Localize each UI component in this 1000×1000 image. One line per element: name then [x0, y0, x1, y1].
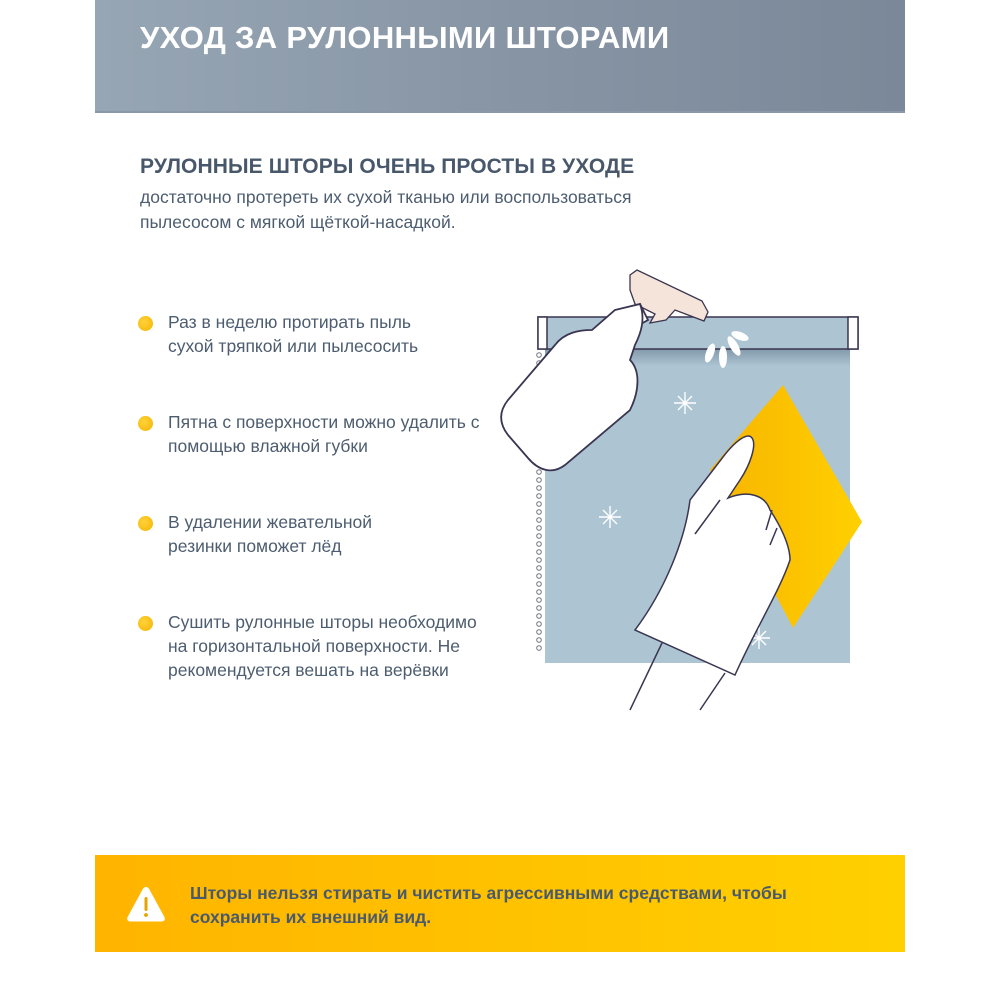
warning-triangle-icon: [126, 885, 166, 923]
bullet-dot-icon: [138, 416, 153, 431]
header-banner: [95, 0, 905, 113]
intro-title: РУЛОННЫЕ ШТОРЫ ОЧЕНЬ ПРОСТЫ В УХОДЕ: [140, 155, 635, 178]
warning-text: Шторы нельзя стирать и чистить агрессивными средствами, чтобы сохранить их внешний вид.: [190, 883, 787, 927]
list-item-text: В удалении жевательной резинки поможет лёд: [168, 512, 373, 556]
bullet-dot-icon: [138, 616, 153, 631]
page-title: УХОД ЗА РУЛОННЫМИ ШТОРАМИ: [140, 20, 670, 55]
warning-banner: [95, 855, 905, 952]
bullet-dot-icon: [138, 316, 153, 331]
list-item-text: Раз в неделю протирать пыль сухой тряпкой или пылесосить: [168, 312, 419, 356]
bullet-dot-icon: [138, 516, 153, 531]
intro-section: [140, 155, 760, 235]
intro-text: достаточно протереть их сухой тканью или воспользоваться пылесосом с мягкой щёткой-насадкой.: [140, 187, 632, 232]
list-item-text: Сушить рулонные шторы необходимо на горизонтальной поверхности. Не рекомендуется вешать на верёвки: [168, 612, 477, 680]
cleaning-illustration: [490, 260, 880, 720]
list-item-text: Пятна с поверхности можно удалить с помощью влажной губки: [168, 412, 480, 456]
